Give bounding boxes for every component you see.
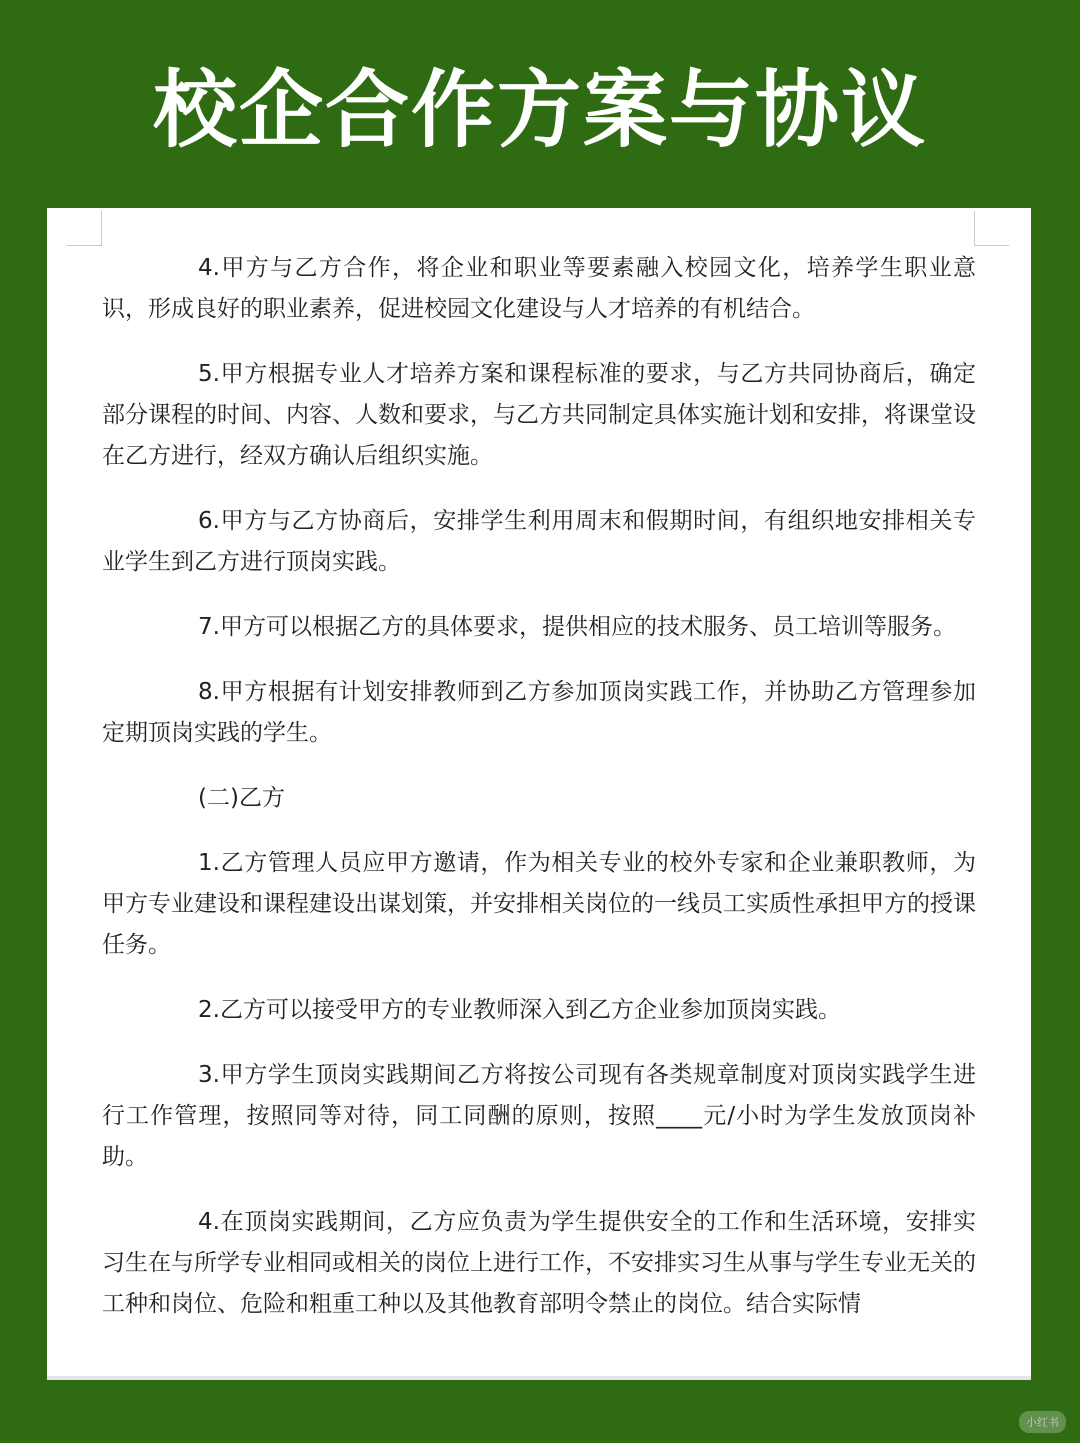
paragraph-b2: 2.乙方可以接受甲方的专业教师深入到乙方企业参加顶岗实践。 [198,997,841,1023]
paragraph-b4: 4.在顶岗实践期间，乙方应负责为学生提供安全的工作和生活环境，安排实习生在与所学专业相同或相关的岗位上进行工作，不安排实习生从事与学生专业无关的工种和岗位、危险和粗重工种以及其他教育部明令禁止的岗位。结合实际情 [102,1209,976,1317]
section-heading-party-b: (二)乙方 [198,785,285,811]
paragraph-b3: 3.甲方学生顶岗实践期间乙方将按公司现有各类规章制度对顶岗实践学生进行工作管理，按照同等对待，同工同酬的原则，按照____元/小时为学生发放顶岗补助。 [102,1062,976,1170]
paragraph-b1: 1.乙方管理人员应甲方邀请，作为相关专业的校外专家和企业兼职教师，为甲方专业建设和课程建设出谋划策，并安排相关岗位的一线员工实质性承担甲方的授课任务。 [102,850,976,958]
paragraph-a7: 7.甲方可以根据乙方的具体要求，提供相应的技术服务、员工培训等服务。 [198,614,956,640]
page-title: 校企合作方案与协议 [152,61,927,159]
document-page [47,208,1031,1376]
paragraph-a8: 8.甲方根据有计划安排教师到乙方参加顶岗实践工作，并协助乙方管理参加定期顶岗实践的学生。 [102,679,976,746]
page-corner-mark-left [67,211,102,246]
page-bottom-edge [47,1376,1031,1380]
paragraph-a5: 5.甲方根据专业人才培养方案和课程标准的要求，与乙方共同协商后，确定部分课程的时间、内容、人数和要求，与乙方共同制定具体实施计划和安排，将课堂设在乙方进行，经双方确认后组织实施。 [102,361,976,469]
paragraph-a4: 4.甲方与乙方合作，将企业和职业等要素融入校园文化，培养学生职业意识，形成良好的职业素养，促进校园文化建设与人才培养的有机结合。 [102,255,976,322]
document-body [102,248,976,1349]
paragraph-a6: 6.甲方与乙方协商后，安排学生利用周末和假期时间，有组织地安排相关专业学生到乙方进行顶岗实践。 [102,508,976,575]
page-corner-mark-right [974,211,1009,246]
watermark: 小红书 [1019,1411,1066,1433]
